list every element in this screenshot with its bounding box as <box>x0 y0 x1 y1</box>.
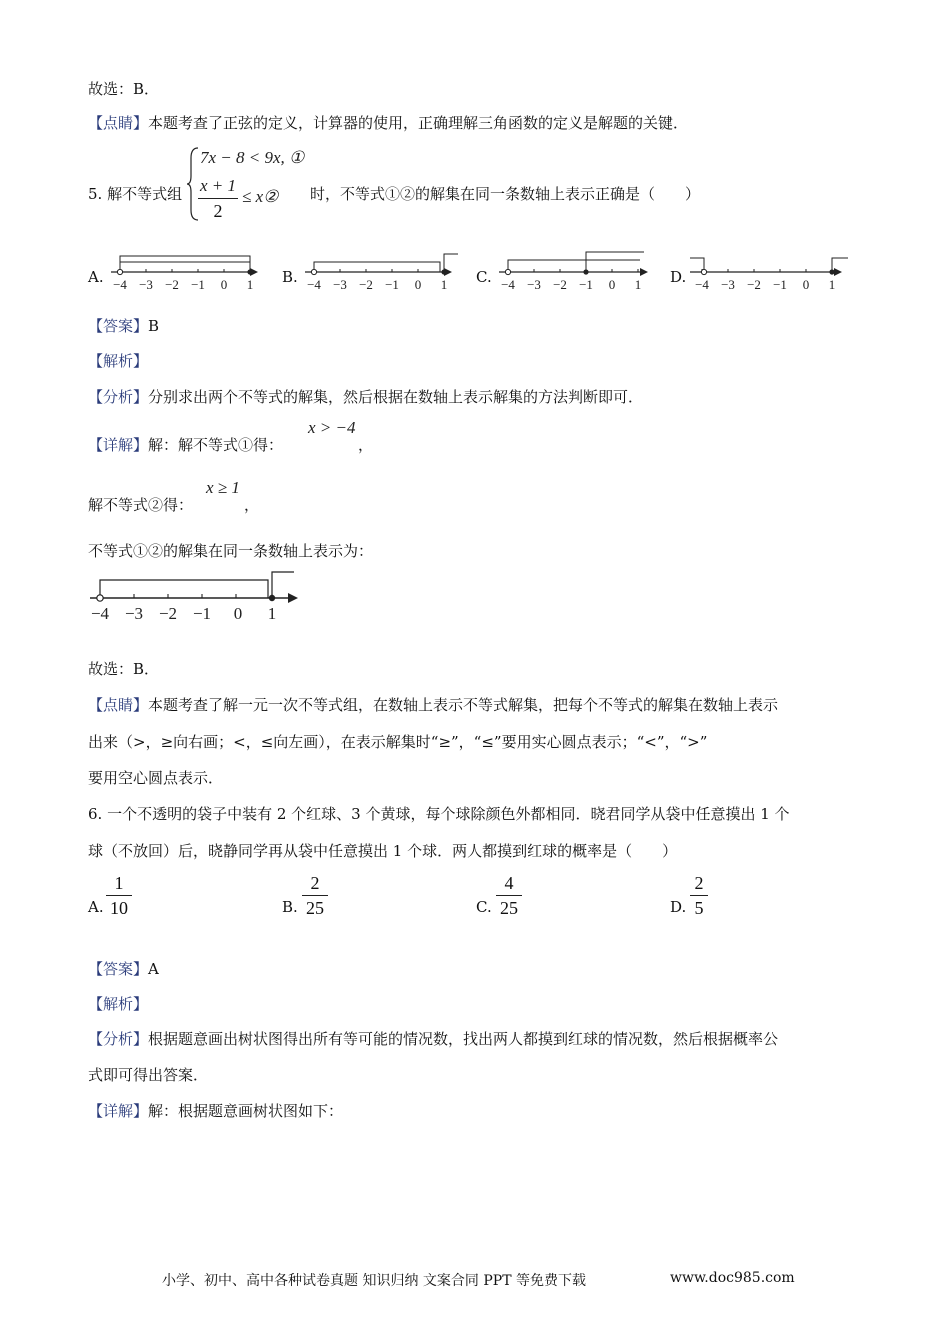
inequality-2-fraction <box>198 175 238 222</box>
q5-line2-text: 解不等式②得： <box>88 496 194 514</box>
answer-choice-line: 故选：B． <box>88 80 160 98</box>
tick-label: 1 <box>267 604 277 623</box>
q6-fenxi-line1 <box>88 1028 778 1049</box>
q5-line3: 不等式①②的解集在同一条数轴上表示为： <box>88 542 374 560</box>
inequality-2-rest: ≤ x② <box>242 187 279 206</box>
inequality-1: 7x − 8 < 9x, ① <box>200 148 305 167</box>
q5-fenxi <box>88 386 643 407</box>
q6-fenxi-line2: 式即可得出答案． <box>88 1066 209 1084</box>
footer-text: 小学、初中、高中各种试卷真题 知识归纳 文案合同 PPT 等免费下载 <box>162 1273 586 1289</box>
fraction-denominator: 25 <box>306 898 324 918</box>
fraction-numerator: 2 <box>694 873 704 893</box>
option-c-label: C. <box>476 268 492 286</box>
q6-line1: 6. 一个不透明的袋子中装有 2 个红球、3 个黄球，每个球除颜色外都相同．晓君同学从袋中任意摸出 1 个 <box>88 805 790 823</box>
q5-dianjing-line3: 要用空心圆点表示． <box>88 769 224 787</box>
tick-label: −2 <box>158 604 178 623</box>
dianjing-paragraph <box>88 112 688 133</box>
xiangjie-text: 解：解不等式①得： <box>148 436 284 454</box>
option-a-label: A. <box>88 268 104 286</box>
q6-line2: 球（不放回）后，晓静同学再从袋中任意摸出 1 个球．两人都摸到红球的概率是（ ） <box>88 842 678 860</box>
tick-label: −3 <box>721 277 735 292</box>
tick-label: −4 <box>113 277 127 292</box>
tick-label: 1 <box>246 277 254 292</box>
q6-option-a-fraction <box>106 872 132 919</box>
q6-option-c-label: C. <box>476 898 492 916</box>
fraction-numerator: 1 <box>114 873 124 893</box>
fraction-numerator: 4 <box>504 873 514 893</box>
tick-label: 0 <box>802 277 810 292</box>
tick-label: −1 <box>192 604 212 623</box>
answer-value: A <box>148 960 159 978</box>
fenxi-tag: 【分析】 <box>88 388 149 406</box>
solution-number-line <box>88 566 308 624</box>
q6-option-b-fraction <box>302 872 328 919</box>
dianjing-line1-text: 本题考查了解一元一次不等式组，在数轴上表示不等式解集，把每个不等式的解集在数轴上表示 <box>148 696 779 714</box>
option-c-number-line <box>494 246 658 292</box>
dianjing-text: 本题考查了正弦的定义，计算器的使用，正确理解三角函数的定义是解题的关键． <box>148 114 689 132</box>
fraction-numerator: x + 1 <box>199 176 237 195</box>
tick-label: 0 <box>414 277 422 292</box>
fraction-denominator: 25 <box>500 898 518 918</box>
tick-label: −4 <box>307 277 321 292</box>
tick-label: −2 <box>747 277 761 292</box>
tick-label: 1 <box>634 277 642 292</box>
q5-guxuan: 故选：B． <box>88 660 160 678</box>
option-b-label: B. <box>282 268 298 286</box>
tick-label: −4 <box>90 604 110 623</box>
q6-option-d-label: D. <box>670 898 687 916</box>
tick-label: −1 <box>191 277 205 292</box>
tick-label: −2 <box>165 277 179 292</box>
solution-2-math: x ≥ 1 <box>206 478 240 497</box>
tick-label: 1 <box>828 277 836 292</box>
fraction-denominator: 5 <box>694 898 704 918</box>
footer-url[interactable]: www.doc985.com <box>670 1270 795 1286</box>
q6-option-a-label: A. <box>88 898 104 916</box>
tick-label: −4 <box>501 277 515 292</box>
q6-answer <box>88 958 159 979</box>
q5-xiangjie <box>88 434 283 455</box>
tick-label: −3 <box>527 277 541 292</box>
tick-label: −1 <box>579 277 593 292</box>
tick-label: −3 <box>139 277 153 292</box>
q6-xiangjie <box>88 1100 343 1121</box>
option-d-label: D. <box>670 268 687 286</box>
q5-jiexi-tag: 【解析】 <box>88 352 149 370</box>
xiangjie-tag: 【详解】 <box>88 1102 149 1120</box>
tick-label: 0 <box>220 277 228 292</box>
q6-option-d-fraction <box>690 872 708 919</box>
solution-1-math: x > −4 <box>308 418 356 437</box>
answer-value: B <box>148 317 160 335</box>
option-d-number-line <box>688 246 852 292</box>
solution-1-comma: ， <box>358 436 374 454</box>
q5-answer <box>88 315 159 336</box>
answer-tag: 【答案】 <box>88 960 149 978</box>
fenxi-text: 分别求出两个不等式的解集，然后根据在数轴上表示解集的方法判断即可． <box>148 388 644 406</box>
option-a-number-line <box>106 246 266 292</box>
q6-jiexi-tag: 【解析】 <box>88 995 149 1013</box>
q5-prefix: 5. 解不等式组 <box>88 185 183 203</box>
tick-label: −2 <box>359 277 373 292</box>
tick-label: −1 <box>385 277 399 292</box>
tick-label: −4 <box>695 277 709 292</box>
tick-label: −3 <box>124 604 144 623</box>
tick-label: 0 <box>608 277 616 292</box>
q5-suffix: 时，不等式①②的解集在同一条数轴上表示正确是（ ） <box>310 185 701 203</box>
solution-2-comma: ， <box>244 496 260 514</box>
tick-label: 1 <box>440 277 448 292</box>
xiangjie-tag: 【详解】 <box>88 436 149 454</box>
fenxi-tag: 【分析】 <box>88 1030 149 1048</box>
dianjing-tag: 【点睛】 <box>88 696 149 714</box>
answer-tag: 【答案】 <box>88 317 149 335</box>
fraction-numerator: 2 <box>310 873 320 893</box>
tick-label: 0 <box>233 604 243 623</box>
q5-dianjing-line1 <box>88 694 778 715</box>
dianjing-tag: 【点睛】 <box>88 114 149 132</box>
tick-label: −1 <box>773 277 787 292</box>
q5-dianjing-line2: 出来（>，≥向右画；<，≤向左画），在表示解集时“≥”，“≤”要用实心圆点表示；“<”，“>” <box>88 733 708 751</box>
fraction-denominator: 2 <box>213 201 223 221</box>
q6-option-c-fraction <box>496 872 522 919</box>
fraction-denominator: 10 <box>110 898 128 918</box>
tick-label: −2 <box>553 277 567 292</box>
tick-label: −3 <box>333 277 347 292</box>
option-b-number-line <box>300 246 460 292</box>
q6-option-b-label: B. <box>282 898 298 916</box>
fenxi-line1-text: 根据题意画出树状图得出所有等可能的情况数，找出两人都摸到红球的情况数，然后根据概率公 <box>148 1030 779 1048</box>
xiangjie-text: 解：根据题意画树状图如下： <box>148 1102 344 1120</box>
